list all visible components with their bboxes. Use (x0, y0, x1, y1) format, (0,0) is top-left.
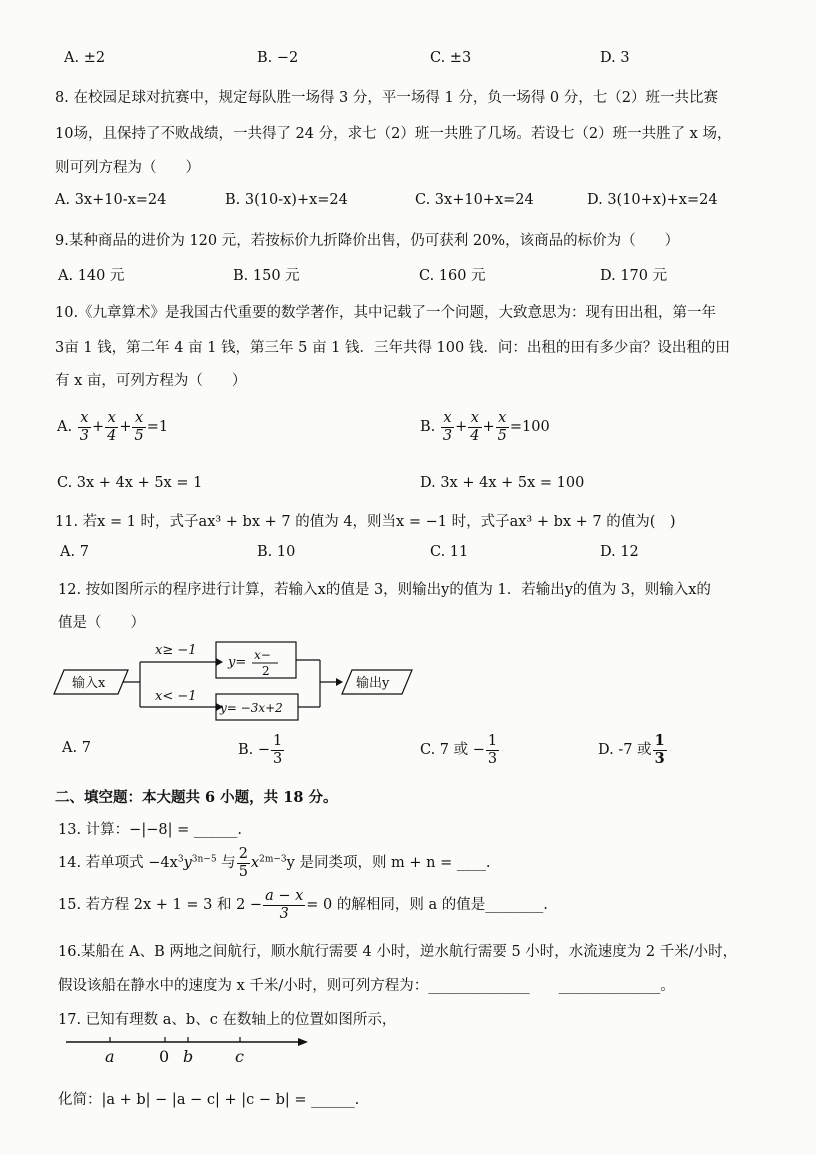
frac-den: 3 (487, 750, 498, 767)
q14-pre: 14. 若单项式 −4x (58, 855, 178, 872)
q8-option-d: D. 3(10+x)+x=24 (587, 192, 718, 208)
frac-num: 1 (487, 733, 498, 749)
number-line (60, 1030, 320, 1070)
frac-num: x (105, 410, 118, 428)
q11-option-c: C. 11 (430, 544, 469, 560)
frac-num: a − x (265, 888, 304, 904)
flowchart (50, 632, 420, 732)
q11-option-b: B. 10 (257, 544, 296, 560)
q14-exp3: 2m−3 (259, 854, 287, 865)
frac-den: 3 (654, 749, 665, 767)
frac-den: 4 (107, 427, 117, 444)
q14-mid: y (183, 855, 192, 872)
axis-label-b: b (183, 1047, 194, 1066)
q11-option-d: D. 12 (600, 544, 639, 560)
q12-option-c-label: C. 7 或 − (420, 742, 485, 759)
q10-line-2: 3亩 1 钱，第二年 4 亩 1 钱，第三年 5 亩 1 钱．三年共得 100 钱．问：出租的田有多少亩？设出租的田 (55, 340, 730, 356)
q8-line-1: 8. 在校园足球对抗赛中，规定每队胜一场得 3 分，平一场得 1 分，负一场得 0 分，七（2）班一共比赛 (55, 90, 718, 106)
axis-label-0: 0 (159, 1047, 170, 1066)
q7-option-c: C. ±3 (430, 50, 472, 66)
frac-den: 3 (79, 427, 89, 444)
axis-label-a: a (105, 1047, 115, 1066)
frac-num: x (132, 410, 145, 428)
q12-option-b (238, 733, 285, 767)
frac-num: x (78, 410, 91, 428)
axis-label-c: c (235, 1047, 244, 1066)
output-label: 输出y (356, 676, 390, 691)
frac-den: 5 (497, 427, 507, 444)
q12-option-b-label: B. − (238, 742, 271, 759)
q10-option-b: B. $\frac{x}{3}$ + $\frac{x}{4}$ + $\frac{x}{5}$ =100 (420, 410, 550, 444)
q8-option-c: C. 3x+10+x=24 (415, 192, 534, 208)
q9-option-d: D. 170 元 (600, 268, 668, 284)
q10-option-b-label: B. (420, 419, 436, 436)
frac-den: 5 (238, 863, 248, 880)
frac-den: 5 (134, 427, 144, 444)
q12-option-c (420, 733, 500, 767)
q12-option-d (598, 733, 668, 767)
q10-option-a: A. $\frac{x}{3}$ + $\frac{x}{4}$ + $\frac{x}{5}$ =1 (57, 410, 169, 444)
frac-num: 2 (238, 846, 248, 862)
q9-option-a: A. 140 元 (58, 268, 125, 284)
q12-line-2: 值是（ ） (58, 615, 145, 631)
q10-option-a-rhs: =1 (146, 419, 169, 436)
q8-option-a: A. 3x+10-x=24 (55, 192, 167, 208)
q14-exp2: 3n−5 (191, 854, 217, 865)
q7-option-a: A. ±2 (64, 50, 106, 66)
q17-simplify: 化简：|a + b| − |a − c| + |c − b| = ______. (58, 1092, 360, 1108)
q15-post: = 0 的解相同，则 a 的值是________. (306, 897, 548, 914)
q16-line-1: 16.某船在 A、B 两地之间航行，顺水航行需要 4 小时，逆水航行需要 5 小时，水流速度为 2 千米/小时， (58, 944, 738, 960)
q10-option-a-label: A. (57, 419, 73, 436)
q9-line-1: 9.某种商品的进价为 120 元，若按标价九折降价出售，仍可获利 20%，该商品的标价为（ ） (55, 233, 680, 249)
q14-and: 与 (216, 855, 236, 872)
box-top-den: 2 (262, 664, 270, 678)
cond-top: x≥ −1 (155, 643, 197, 658)
q15-pre: 15. 若方程 2x + 1 = 3 和 2 − (58, 897, 263, 914)
q7-option-d: D. 3 (600, 50, 630, 66)
cond-bottom: x< −1 (155, 689, 197, 704)
frac-den: 3 (273, 750, 283, 767)
q10-option-c: C. 3x + 4x + 5x = 1 (57, 475, 203, 491)
q12-line-1: 12. 按如图所示的程序进行计算，若输入x的值是 3，则输出y的值为 1．若输出y的值为 3，则输入x的 (58, 582, 711, 598)
frac-den: 4 (470, 427, 480, 444)
q15-line (58, 888, 548, 922)
q8-line-2: 10场，且保持了不败战绩，一共得了 24 分，求七（2）班一共胜了几场。若设七（2）班一共胜了 x 场， (55, 126, 732, 142)
frac-den: 3 (442, 427, 453, 444)
q12-option-d-label: D. -7 或 (598, 742, 652, 759)
frac-num: x (441, 410, 454, 428)
frac-num: x (468, 410, 481, 428)
frac-den: 3 (279, 905, 289, 922)
q11-line: 11. 若x = 1 时，式子ax³ + bx + 7 的值为 4，则当x = −1 时，式子ax³ + bx + 7 的值为( ) (55, 514, 676, 530)
q9-option-c: C. 160 元 (419, 268, 486, 284)
q17-line: 17. 已知有理数 a、b、c 在数轴上的位置如图所示， (58, 1012, 397, 1028)
q8-option-b: B. 3(10-x)+x=24 (225, 192, 348, 208)
q14-post: y 是同类项，则 m + n = ____. (286, 855, 491, 872)
q11-option-a: A. 7 (60, 544, 89, 560)
q12-option-a: A. 7 (62, 740, 91, 756)
q10-line-3: 有 x 亩，可列方程为（ ） (55, 373, 247, 389)
frac-num: x (496, 410, 509, 428)
q9-option-b: B. 150 元 (233, 268, 300, 284)
box-top-num: x− (254, 648, 271, 662)
input-label: 输入x (72, 676, 106, 691)
q16-line-2: 假设该船在静水中的速度为 x 千米/小时，则可列方程为：______________ ______________。 (58, 978, 675, 994)
q14-line (58, 846, 490, 880)
q10-line-1: 10.《九章算术》是我国古代重要的数学著作，其中记载了一个问题，大致意思为：现有田出租，第一年 (55, 305, 717, 321)
q8-line-3: 则可列方程为（ ） (55, 160, 200, 176)
q7-option-b: B. −2 (257, 50, 299, 66)
q13-line: 13. 计算：−|−8| = ______. (58, 822, 242, 838)
frac-num: 1 (654, 732, 665, 749)
q10-option-d: D. 3x + 4x + 5x = 100 (420, 475, 585, 491)
box-bottom-text: y= −3x+2 (220, 701, 283, 715)
q14-exp1: 3 (177, 854, 184, 865)
frac-num: 1 (273, 733, 283, 749)
q10-option-b-rhs: =100 (509, 419, 550, 436)
box-top-lhs: y= (228, 655, 247, 670)
q14-post-x: x (250, 855, 260, 872)
section-heading: 二、填空题：本大题共 6 小题，共 18 分。 (55, 789, 338, 806)
